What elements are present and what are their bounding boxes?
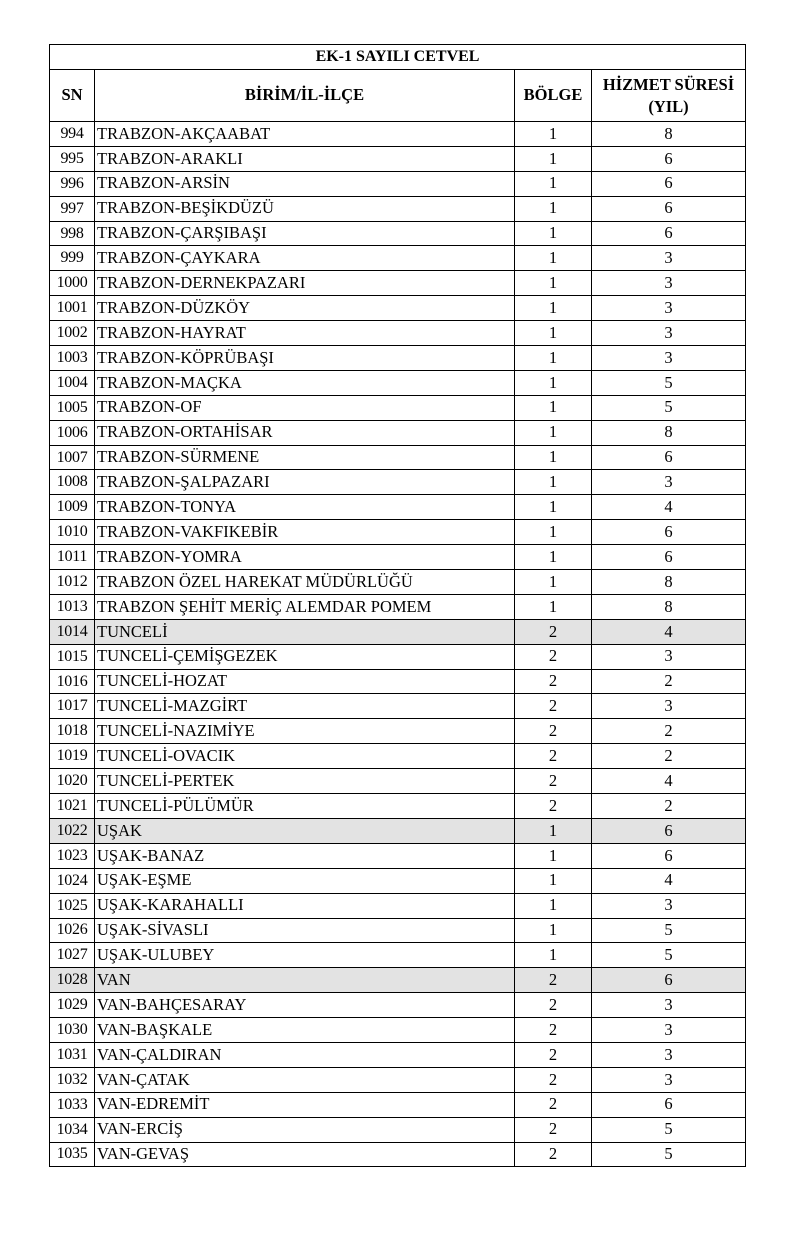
table-row <box>50 246 746 271</box>
table-row <box>50 993 746 1018</box>
row-region: 2 <box>515 769 592 794</box>
row-sn: 1003 <box>50 346 95 371</box>
row-years: 6 <box>592 196 746 221</box>
row-years: 6 <box>592 520 746 545</box>
row-region: 1 <box>515 271 592 296</box>
row-unit: TRABZON-OF <box>95 395 515 420</box>
table-row <box>50 196 746 221</box>
row-sn: 1030 <box>50 1018 95 1043</box>
row-unit: TUNCELİ-HOZAT <box>95 669 515 694</box>
row-years: 2 <box>592 744 746 769</box>
row-years: 4 <box>592 619 746 644</box>
row-sn: 1029 <box>50 993 95 1018</box>
row-years: 6 <box>592 843 746 868</box>
row-region: 2 <box>515 1117 592 1142</box>
row-region: 2 <box>515 719 592 744</box>
row-sn: 1001 <box>50 296 95 321</box>
row-sn: 1008 <box>50 470 95 495</box>
row-region: 1 <box>515 445 592 470</box>
row-years: 6 <box>592 968 746 993</box>
row-region: 1 <box>515 395 592 420</box>
row-region: 1 <box>515 246 592 271</box>
table-row <box>50 445 746 470</box>
table-row <box>50 420 746 445</box>
table-title-row <box>50 45 746 70</box>
row-region: 1 <box>515 495 592 520</box>
table-row <box>50 769 746 794</box>
row-region: 1 <box>515 570 592 595</box>
row-region: 2 <box>515 694 592 719</box>
row-region: 2 <box>515 1018 592 1043</box>
table-row <box>50 843 746 868</box>
table-row <box>50 1042 746 1067</box>
row-unit: TRABZON-SÜRMENE <box>95 445 515 470</box>
table-row <box>50 122 746 147</box>
row-sn: 1018 <box>50 719 95 744</box>
row-years: 3 <box>592 271 746 296</box>
table-row <box>50 570 746 595</box>
row-sn: 1031 <box>50 1042 95 1067</box>
table-row <box>50 1117 746 1142</box>
row-sn: 1002 <box>50 321 95 346</box>
row-unit: TRABZON-AKÇAABAT <box>95 122 515 147</box>
row-sn: 1034 <box>50 1117 95 1142</box>
table-row <box>50 794 746 819</box>
row-years: 3 <box>592 893 746 918</box>
table-row <box>50 719 746 744</box>
row-sn: 1010 <box>50 520 95 545</box>
table-row <box>50 395 746 420</box>
row-years: 8 <box>592 570 746 595</box>
table-row <box>50 943 746 968</box>
row-years: 6 <box>592 1092 746 1117</box>
table-row <box>50 669 746 694</box>
row-years: 8 <box>592 122 746 147</box>
row-sn: 1000 <box>50 271 95 296</box>
row-region: 1 <box>515 346 592 371</box>
row-years: 8 <box>592 594 746 619</box>
row-region: 1 <box>515 918 592 943</box>
table-row <box>50 171 746 196</box>
table-row <box>50 1067 746 1092</box>
row-unit: VAN-BAHÇESARAY <box>95 993 515 1018</box>
header-years-line1: HİZMET SÜRESİ <box>602 75 735 95</box>
row-years: 5 <box>592 1117 746 1142</box>
table-body <box>50 122 746 1167</box>
table-row <box>50 1092 746 1117</box>
row-unit: VAN-ÇATAK <box>95 1067 515 1092</box>
row-years: 3 <box>592 1042 746 1067</box>
table-row <box>50 495 746 520</box>
row-years: 5 <box>592 1142 746 1167</box>
row-years: 3 <box>592 470 746 495</box>
row-years: 2 <box>592 794 746 819</box>
row-unit: TUNCELİ <box>95 619 515 644</box>
row-years: 6 <box>592 146 746 171</box>
row-unit: VAN-EDREMİT <box>95 1092 515 1117</box>
row-unit: UŞAK-BANAZ <box>95 843 515 868</box>
header-years-line2: (YIL) <box>648 96 689 116</box>
row-region: 1 <box>515 943 592 968</box>
row-region: 1 <box>515 146 592 171</box>
row-years: 6 <box>592 818 746 843</box>
row-unit: VAN <box>95 968 515 993</box>
row-unit: UŞAK-SİVASLI <box>95 918 515 943</box>
table-row <box>50 146 746 171</box>
row-sn: 1013 <box>50 594 95 619</box>
row-region: 1 <box>515 868 592 893</box>
row-years: 5 <box>592 395 746 420</box>
row-region: 2 <box>515 644 592 669</box>
row-region: 1 <box>515 893 592 918</box>
row-region: 1 <box>515 296 592 321</box>
row-years: 6 <box>592 445 746 470</box>
table-row <box>50 221 746 246</box>
row-sn: 1027 <box>50 943 95 968</box>
row-years: 3 <box>592 246 746 271</box>
row-sn: 999 <box>50 246 95 271</box>
table-row <box>50 1018 746 1043</box>
row-unit: TRABZON-ARAKLI <box>95 146 515 171</box>
table-row <box>50 296 746 321</box>
row-region: 1 <box>515 545 592 570</box>
row-sn: 1019 <box>50 744 95 769</box>
row-unit: TRABZON-DERNEKPAZARI <box>95 271 515 296</box>
row-sn: 1017 <box>50 694 95 719</box>
row-unit: VAN-GEVAŞ <box>95 1142 515 1167</box>
row-years: 5 <box>592 918 746 943</box>
row-region: 2 <box>515 1142 592 1167</box>
table-row <box>50 520 746 545</box>
table-row <box>50 470 746 495</box>
row-sn: 1006 <box>50 420 95 445</box>
row-unit: TRABZON-ŞALPAZARI <box>95 470 515 495</box>
row-region: 1 <box>515 420 592 445</box>
row-region: 2 <box>515 968 592 993</box>
row-unit: TUNCELİ-PÜLÜMÜR <box>95 794 515 819</box>
row-sn: 1025 <box>50 893 95 918</box>
table-row <box>50 545 746 570</box>
row-years: 6 <box>592 545 746 570</box>
table-row <box>50 370 746 395</box>
row-sn: 1023 <box>50 843 95 868</box>
header-years <box>592 70 746 122</box>
row-region: 1 <box>515 221 592 246</box>
row-years: 4 <box>592 769 746 794</box>
row-region: 2 <box>515 1092 592 1117</box>
row-unit: TRABZON-YOMRA <box>95 545 515 570</box>
table-row <box>50 1142 746 1167</box>
row-sn: 1021 <box>50 794 95 819</box>
row-sn: 1026 <box>50 918 95 943</box>
header-region: BÖLGE <box>515 70 592 122</box>
row-unit: UŞAK <box>95 818 515 843</box>
table-title: EK-1 SAYILI CETVEL <box>50 45 746 70</box>
row-sn: 1011 <box>50 545 95 570</box>
row-sn: 994 <box>50 122 95 147</box>
row-sn: 1014 <box>50 619 95 644</box>
table-row <box>50 968 746 993</box>
row-years: 2 <box>592 719 746 744</box>
row-years: 3 <box>592 346 746 371</box>
row-unit: TRABZON-ORTAHİSAR <box>95 420 515 445</box>
row-region: 1 <box>515 370 592 395</box>
row-region: 1 <box>515 818 592 843</box>
row-unit: TUNCELİ-MAZGİRT <box>95 694 515 719</box>
table-row <box>50 321 746 346</box>
row-sn: 1033 <box>50 1092 95 1117</box>
row-sn: 1020 <box>50 769 95 794</box>
table-row <box>50 818 746 843</box>
row-sn: 1016 <box>50 669 95 694</box>
row-region: 2 <box>515 1042 592 1067</box>
row-sn: 998 <box>50 221 95 246</box>
row-sn: 1009 <box>50 495 95 520</box>
row-region: 1 <box>515 122 592 147</box>
row-years: 3 <box>592 694 746 719</box>
service-duration-table <box>49 44 746 1167</box>
row-unit: TRABZON-MAÇKA <box>95 370 515 395</box>
table-row <box>50 918 746 943</box>
table-row <box>50 271 746 296</box>
row-unit: TUNCELİ-OVACIK <box>95 744 515 769</box>
row-sn: 1004 <box>50 370 95 395</box>
row-sn: 1022 <box>50 818 95 843</box>
row-sn: 1005 <box>50 395 95 420</box>
table-row <box>50 346 746 371</box>
row-years: 5 <box>592 370 746 395</box>
row-unit: TUNCELİ-NAZIMİYE <box>95 719 515 744</box>
table-row <box>50 744 746 769</box>
table-row <box>50 868 746 893</box>
row-years: 3 <box>592 296 746 321</box>
row-years: 8 <box>592 420 746 445</box>
row-sn: 1015 <box>50 644 95 669</box>
row-region: 1 <box>515 196 592 221</box>
row-unit: TRABZON-ÇAYKARA <box>95 246 515 271</box>
row-region: 1 <box>515 470 592 495</box>
row-sn: 997 <box>50 196 95 221</box>
header-unit: BİRİM/İL-İLÇE <box>95 70 515 122</box>
table-row <box>50 594 746 619</box>
row-region: 2 <box>515 1067 592 1092</box>
row-unit: UŞAK-KARAHALLI <box>95 893 515 918</box>
row-unit: TRABZON-ARSİN <box>95 171 515 196</box>
row-unit: VAN-ÇALDIRAN <box>95 1042 515 1067</box>
row-region: 1 <box>515 321 592 346</box>
row-region: 1 <box>515 594 592 619</box>
row-sn: 1012 <box>50 570 95 595</box>
table-header-row <box>50 70 746 122</box>
row-sn: 996 <box>50 171 95 196</box>
row-region: 1 <box>515 171 592 196</box>
row-unit: TRABZON-KÖPRÜBAŞI <box>95 346 515 371</box>
row-unit: UŞAK-ULUBEY <box>95 943 515 968</box>
row-sn: 1007 <box>50 445 95 470</box>
row-unit: TRABZON-TONYA <box>95 495 515 520</box>
row-unit: TUNCELİ-PERTEK <box>95 769 515 794</box>
row-years: 3 <box>592 1018 746 1043</box>
row-region: 2 <box>515 993 592 1018</box>
row-unit: TUNCELİ-ÇEMİŞGEZEK <box>95 644 515 669</box>
row-region: 2 <box>515 794 592 819</box>
row-years: 3 <box>592 993 746 1018</box>
row-sn: 1032 <box>50 1067 95 1092</box>
row-region: 2 <box>515 669 592 694</box>
row-unit: TRABZON-HAYRAT <box>95 321 515 346</box>
row-region: 1 <box>515 843 592 868</box>
row-years: 3 <box>592 321 746 346</box>
row-unit: TRABZON-VAKFIKEBİR <box>95 520 515 545</box>
row-region: 1 <box>515 520 592 545</box>
row-unit: TRABZON ŞEHİT MERİÇ ALEMDAR POMEM <box>95 594 515 619</box>
table-row <box>50 893 746 918</box>
row-years: 5 <box>592 943 746 968</box>
row-years: 6 <box>592 221 746 246</box>
row-unit: TRABZON-DÜZKÖY <box>95 296 515 321</box>
row-unit: TRABZON-ÇARŞIBAŞI <box>95 221 515 246</box>
row-years: 3 <box>592 1067 746 1092</box>
row-unit: VAN-BAŞKALE <box>95 1018 515 1043</box>
row-sn: 1028 <box>50 968 95 993</box>
row-unit: TRABZON ÖZEL HAREKAT MÜDÜRLÜĞÜ <box>95 570 515 595</box>
row-years: 3 <box>592 644 746 669</box>
row-sn: 1024 <box>50 868 95 893</box>
row-years: 2 <box>592 669 746 694</box>
table-row <box>50 619 746 644</box>
row-unit: TRABZON-BEŞİKDÜZÜ <box>95 196 515 221</box>
row-region: 2 <box>515 744 592 769</box>
row-unit: VAN-ERCİŞ <box>95 1117 515 1142</box>
table-row <box>50 644 746 669</box>
row-years: 6 <box>592 171 746 196</box>
row-region: 2 <box>515 619 592 644</box>
table-row <box>50 694 746 719</box>
row-years: 4 <box>592 868 746 893</box>
row-sn: 1035 <box>50 1142 95 1167</box>
row-years: 4 <box>592 495 746 520</box>
row-unit: UŞAK-EŞME <box>95 868 515 893</box>
header-sn: SN <box>50 70 95 122</box>
row-sn: 995 <box>50 146 95 171</box>
